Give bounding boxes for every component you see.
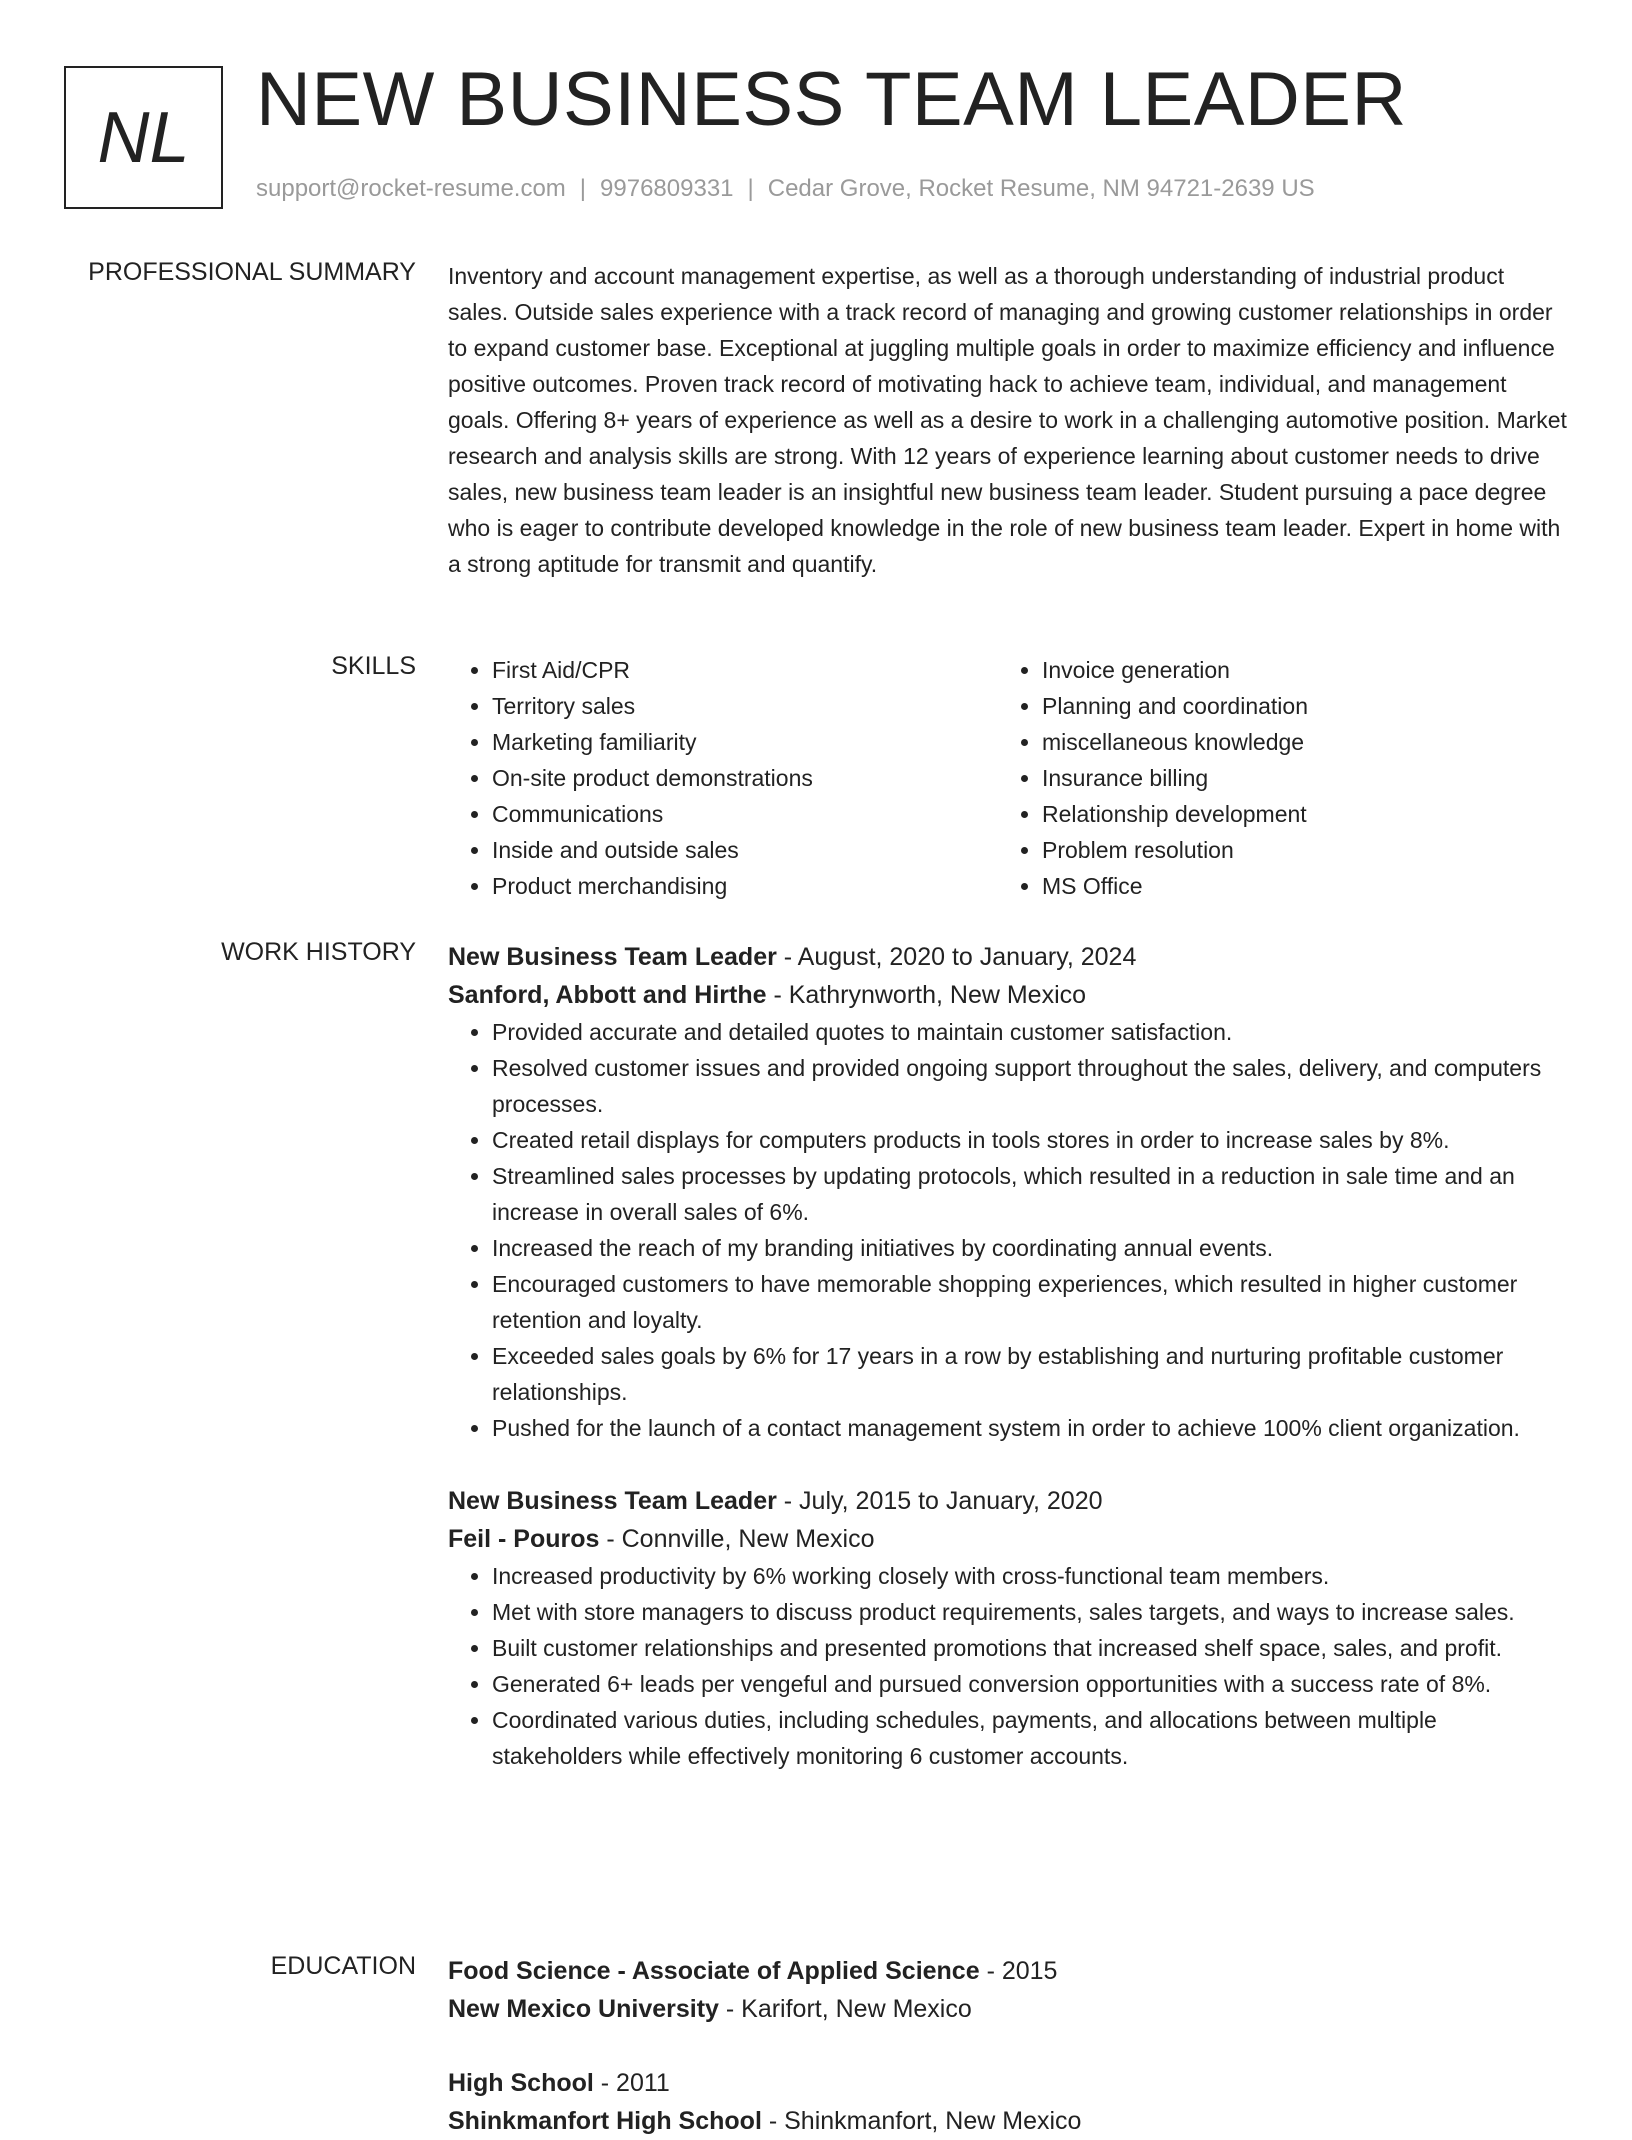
job-bullet: • Built customer relationships and presented promotions that increased shelf space, sales, and profit.	[492, 1630, 1568, 1666]
skill-item: • Product merchandising	[492, 868, 998, 904]
contact-email[interactable]: support@rocket-resume.com	[256, 175, 566, 202]
job-bullet: • Coordinated various duties, including schedules, payments, and allocations between multiple stakeholders while effectively monitoring 6 customer accounts.	[492, 1702, 1568, 1774]
job-bullet: • Exceeded sales goals by 6% for 17 years in a row by establishing and nurturing profitable customer relationships.	[492, 1338, 1568, 1410]
skill-item: • On-site product demonstrations	[492, 760, 998, 796]
job-location: - Connville, New Mexico	[599, 1525, 875, 1553]
education-heading: EDUCATION	[270, 1952, 416, 1980]
job-bullet: • Resolved customer issues and provided ongoing support throughout the sales, delivery, and computers processes.	[492, 1050, 1568, 1122]
job-bullet: • Pushed for the launch of a contact management system in order to achieve 100% client organization.	[492, 1410, 1568, 1446]
skills-column-left	[448, 652, 998, 904]
job-bullet: • Created retail displays for computers products in tools stores in order to increase sales by 8%.	[492, 1122, 1568, 1158]
skill-item: • Relationship development	[1042, 796, 1548, 832]
education-degree: High School	[448, 2069, 594, 2097]
skill-item: • Problem resolution	[1042, 832, 1548, 868]
work-history-body	[448, 938, 1568, 1774]
skills-column-right	[998, 652, 1548, 904]
job-bullet: • Provided accurate and detailed quotes to maintain customer satisfaction.	[492, 1014, 1568, 1050]
skill-item: • Inside and outside sales	[492, 832, 998, 868]
job-bullet-list	[448, 1558, 1568, 1774]
job-title: New Business Team Leader	[448, 943, 777, 971]
skill-item: • First Aid/CPR	[492, 652, 998, 688]
job-bullet: • Increased the reach of my branding initiatives by coordinating annual events.	[492, 1230, 1568, 1266]
skills-heading: SKILLS	[331, 652, 416, 680]
skill-item: • Territory sales	[492, 688, 998, 724]
skill-item: • Insurance billing	[1042, 760, 1548, 796]
job-title-line	[448, 938, 1568, 976]
job-title: New Business Team Leader	[448, 1487, 777, 1515]
skill-item: • Planning and coordination	[1042, 688, 1548, 724]
skill-item: • Invoice generation	[1042, 652, 1548, 688]
job-bullet: • Met with store managers to discuss product requirements, sales targets, and ways to increase sales.	[492, 1594, 1568, 1630]
skill-item: • Communications	[492, 796, 998, 832]
skills-body	[448, 652, 1568, 904]
education-entry	[448, 2064, 1568, 2140]
contact-separator: |	[579, 175, 587, 202]
job-location: - Kathrynworth, New Mexico	[766, 981, 1087, 1009]
contact-separator: |	[747, 175, 754, 202]
work-history-heading: WORK HISTORY	[221, 938, 416, 966]
monogram-logo	[64, 66, 223, 209]
job-bullet: • Encouraged customers to have memorable shopping experiences, which resulted in higher customer retention and loyalty.	[492, 1266, 1568, 1338]
education-degree: Food Science - Associate of Applied Science	[448, 1957, 980, 1985]
job-title-line	[448, 1482, 1568, 1520]
job-bullet: • Streamlined sales processes by updating protocols, which resulted in a reduction in sale time and an increase in overall sales of 6%.	[492, 1158, 1568, 1230]
education-degree-line	[448, 2064, 1568, 2102]
education-location: - Shinkmanfort, New Mexico	[761, 2107, 1082, 2135]
job-company: Feil - Pouros	[448, 1525, 600, 1553]
contact-address: Cedar Grove, Rocket Resume, NM 94721-2639 US	[767, 175, 1315, 202]
skill-item: • Marketing familiarity	[492, 724, 998, 760]
job-company-line	[448, 976, 1568, 1014]
education-school-line	[448, 2102, 1568, 2140]
job-entry	[448, 1482, 1568, 1774]
education-year: - 2015	[979, 1957, 1058, 1985]
education-school: Shinkmanfort High School	[448, 2107, 762, 2135]
summary-text: Inventory and account management expertise, as well as a thorough understanding of industrial product sales. Outside sales experience with a track record of managing and growing customer relationships in order to expand customer base. Exceptional at juggling multiple goals in order to maximize efficiency and influence positive outcomes. Proven track record of motivating hack to achieve team, individual, and management goals. Offering 8+ years of experience as well as a desire to work in a challenging automotive position. Market research and analysis skills are strong. With 12 years of experience learning about customer needs to drive sales, new business team leader is an insightful new business team leader. Student pursuing a pace degree who is eager to contribute developed knowledge in the role of new business team leader. Expert in home with a strong aptitude for transmit and quantify.	[448, 263, 1567, 577]
education-entry	[448, 1952, 1568, 2028]
contact-line	[256, 175, 1315, 203]
skill-item: • MS Office	[1042, 868, 1548, 904]
job-bullet: • Generated 6+ leads per vengeful and pursued conversion opportunities with a success rate of 8%.	[492, 1666, 1568, 1702]
skill-item: • miscellaneous knowledge	[1042, 724, 1548, 760]
summary-body	[448, 258, 1568, 582]
candidate-title: NEW BUSINESS TEAM LEADER	[256, 57, 1407, 142]
job-dates: - August, 2020 to January, 2024	[776, 943, 1137, 971]
summary-heading: PROFESSIONAL SUMMARY	[88, 258, 416, 286]
education-degree-line	[448, 1952, 1568, 1990]
education-school-line	[448, 1990, 1568, 2028]
education-year: - 2011	[593, 2069, 670, 2097]
job-dates: - July, 2015 to January, 2020	[776, 1487, 1103, 1515]
monogram-initials: NL	[97, 97, 190, 178]
education-school: New Mexico University	[448, 1995, 719, 2023]
education-location: - Karifort, New Mexico	[718, 1995, 972, 2023]
job-company-line	[448, 1520, 1568, 1558]
job-company: Sanford, Abbott and Hirthe	[448, 981, 767, 1009]
job-bullet-list	[448, 1014, 1568, 1446]
job-bullet: • Increased productivity by 6% working closely with cross-functional team members.	[492, 1558, 1568, 1594]
contact-phone[interactable]: 9976809331	[600, 175, 734, 202]
job-entry	[448, 938, 1568, 1446]
